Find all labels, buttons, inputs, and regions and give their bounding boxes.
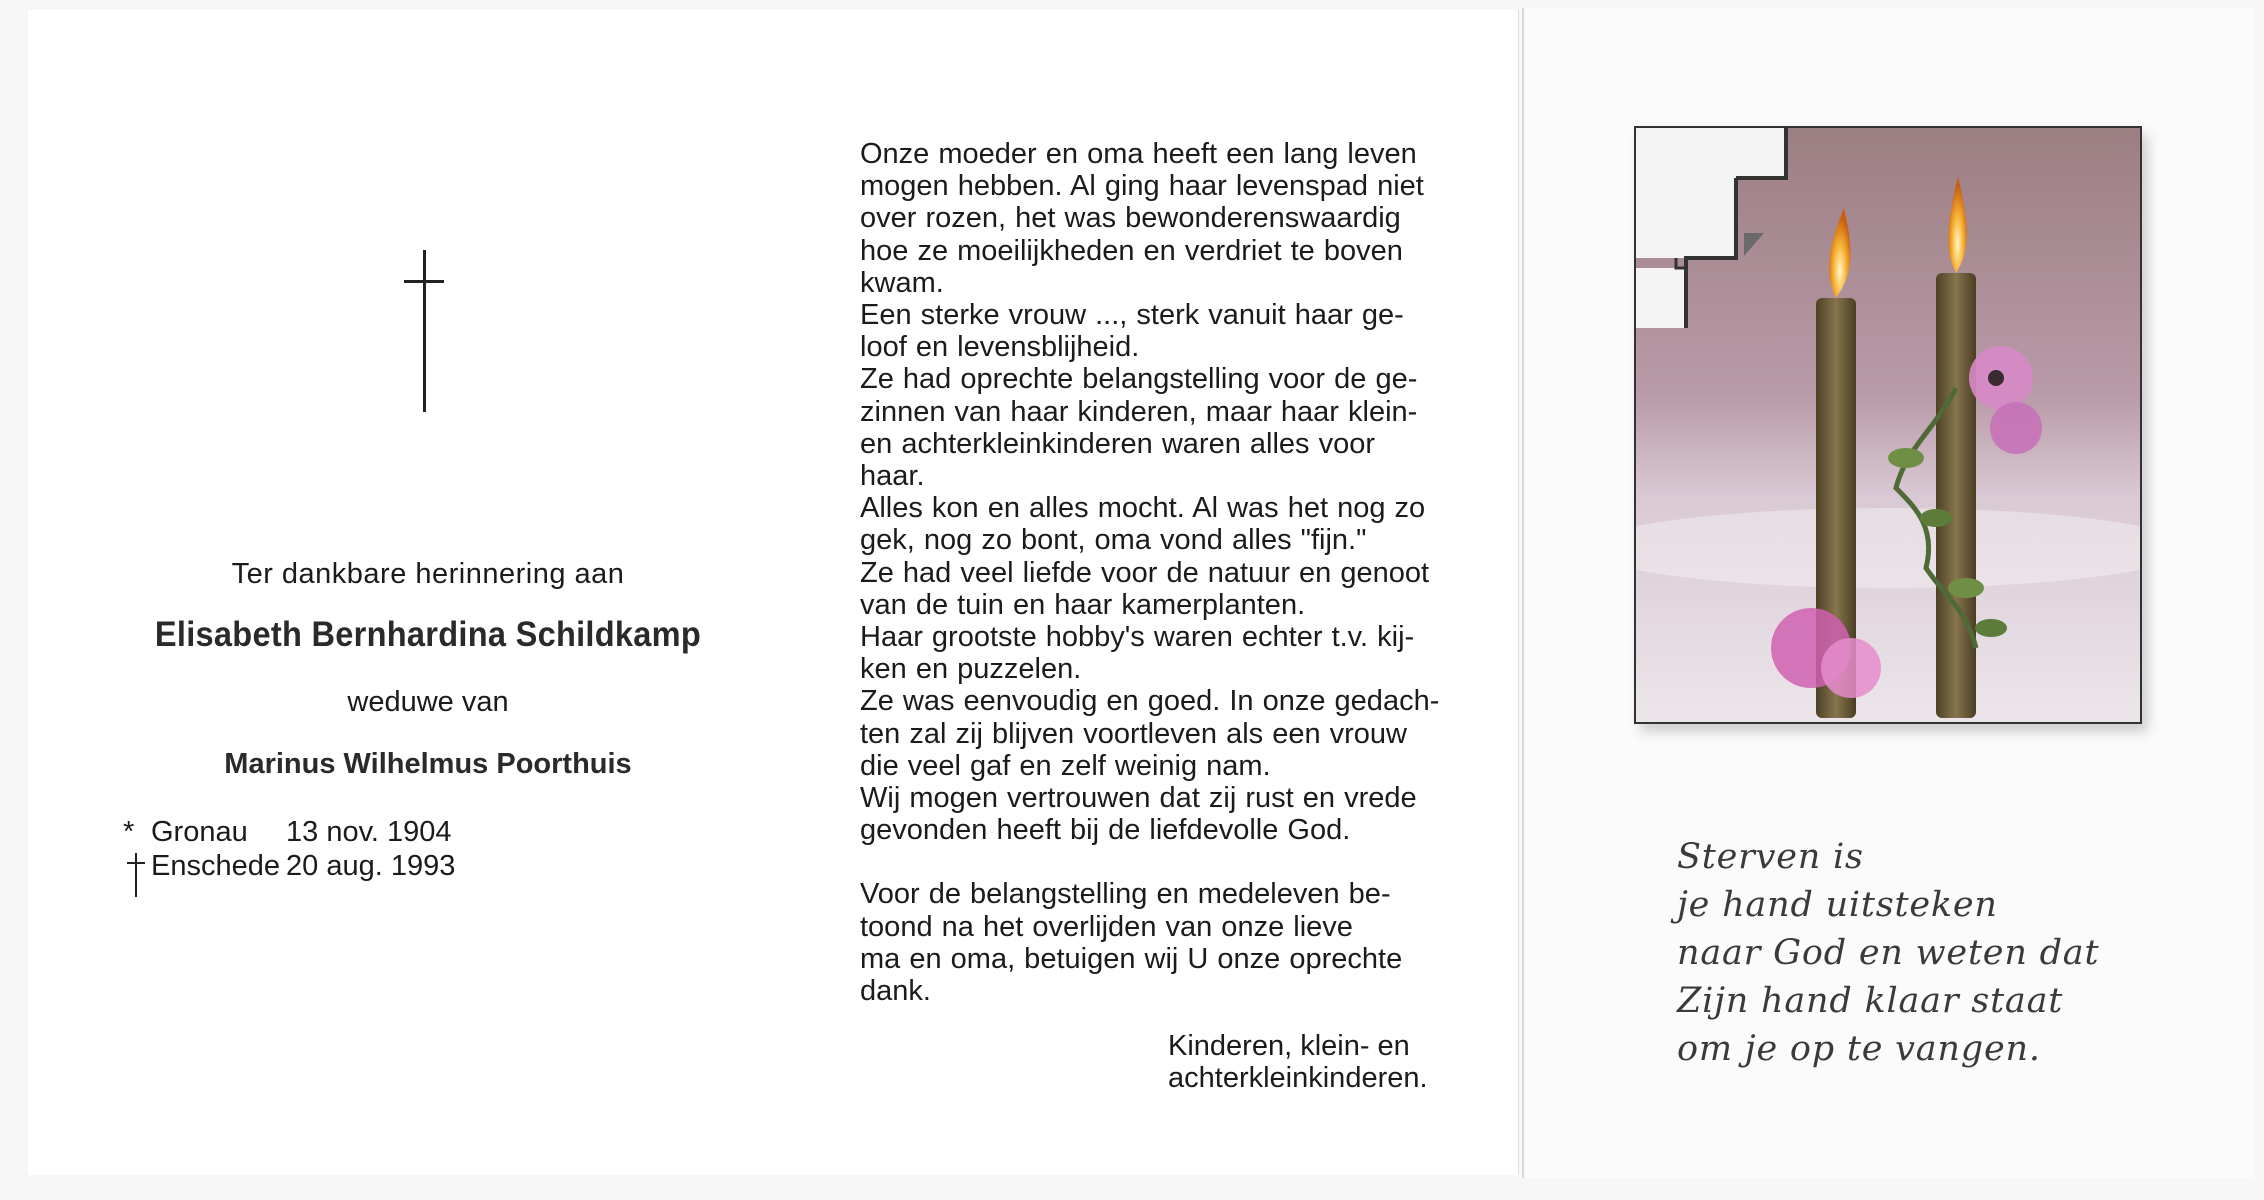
memorial-paragraph-1-line: Onze moeder en oma heeft een lang leven	[860, 138, 1417, 170]
candles-and-cross-icon	[1636, 128, 2140, 722]
memorial-paragraph-1-line: loof en levensblijheid.	[860, 331, 1140, 364]
birth-date: 13 nov. 1904	[286, 816, 452, 848]
deceased-name: Elisabeth Bernhardina Schildkamp	[154, 615, 702, 654]
cross-icon	[404, 250, 444, 412]
memorial-paragraph-1-line: ten zal zij blijven voortleven als een vrouw	[860, 717, 1407, 750]
memorial-paragraph-1-line: Alles kon en alles mocht. Al was het nog zo	[860, 492, 1426, 525]
memorial-paragraph-2-line: ma en oma, betuigen wij U onze oprechte	[860, 942, 1403, 975]
memorial-paragraph-2-line: dank.	[860, 975, 931, 1008]
birth-row	[123, 815, 455, 849]
memorial-paragraph-1-line: Wij mogen vertrouwen dat zij rust en vrede	[860, 782, 1417, 815]
memorial-paragraph-1	[860, 138, 1490, 846]
memorial-intro: Ter dankbare herinnering aan	[231, 558, 625, 590]
memorial-paragraph-1-line: Ze had veel liefde voor de natuur en genoot	[860, 556, 1430, 589]
candles-photo	[1634, 126, 2142, 724]
memorial-paragraph-1-line: kwam.	[860, 266, 944, 299]
memorial-paragraph-2-line: toond na het overlijden van onze lieve	[860, 910, 1353, 943]
death-date: 20 aug. 1993	[286, 850, 456, 882]
quote-line-5: om je op te vangen.	[1677, 1029, 2041, 1069]
memorial-paragraph-1-line: Een sterke vrouw ..., sterk vanuit haar ge-	[860, 299, 1404, 332]
memorial-paragraph-1-line: Haar grootste hobby's waren echter t.v. kij-	[860, 621, 1415, 654]
memorial-paragraph-1-line: gek, nog zo bont, oma vond alles "fijn."	[860, 524, 1367, 557]
memorial-paragraph-1-line: hoe ze moeilijkheden en verdriet te boven	[860, 234, 1403, 267]
memorial-paragraph-1-line: haar.	[860, 460, 925, 493]
birth-place: Gronau	[151, 816, 248, 848]
quote-line-4: Zijn hand klaar staat	[1677, 981, 2064, 1021]
memorial-text	[860, 138, 1490, 1007]
spouse-name: Marinus Wilhelmus Poorthuis	[224, 748, 632, 780]
death-cross-icon	[127, 853, 145, 897]
memorial-card-right	[1522, 8, 2254, 1178]
memorial-paragraph-2-line: Voor de belangstelling en medeleven be-	[860, 878, 1391, 911]
death-place: Enschede	[151, 850, 280, 882]
memorial-paragraph-1-line: Ze had oprechte belangstelling voor de ge-	[860, 363, 1418, 396]
memorial-card-left	[28, 10, 1519, 1175]
quote-line-3: naar God en weten dat	[1677, 933, 2100, 973]
memorial-paragraph-1-line: zinnen van haar kinderen, maar haar klein-	[860, 395, 1418, 428]
memorial-paragraph-1-line: Ze was eenvoudig en goed. In onze gedach-	[860, 685, 1440, 718]
signature	[1168, 1030, 1488, 1094]
memorial-paragraph-1-line: gevonden heeft bij de liefdevolle God.	[860, 814, 1351, 847]
memorial-paragraph-1-line: mogen hebben. Al ging haar levenspad niet	[860, 170, 1424, 203]
quote-line-2: je hand uitsteken	[1677, 885, 1998, 925]
quote	[1677, 833, 2197, 1073]
birth-symbol: *	[123, 816, 135, 848]
memorial-paragraph-2	[860, 878, 1490, 1007]
memorial-paragraph-1-line: van de tuin en haar kamerplanten.	[860, 588, 1306, 621]
life-dates	[123, 815, 455, 883]
signature-line-2: achterkleinkinderen.	[1168, 1062, 1428, 1094]
memorial-paragraph-1-line: en achterkleinkinderen waren alles voor	[860, 427, 1376, 460]
death-row	[123, 849, 455, 883]
memorial-paragraph-1-line: over rozen, het was bewonderenswaardig	[860, 202, 1401, 235]
signature-line-1: Kinderen, klein- en	[1168, 1030, 1410, 1062]
memorial-paragraph-1-line: ken en puzzelen.	[860, 653, 1082, 686]
memorial-paragraph-1-line: die veel gaf en zelf weinig nam.	[860, 749, 1271, 782]
quote-line-1: Sterven is	[1677, 837, 1864, 877]
widow-label: weduwe van	[347, 686, 509, 718]
